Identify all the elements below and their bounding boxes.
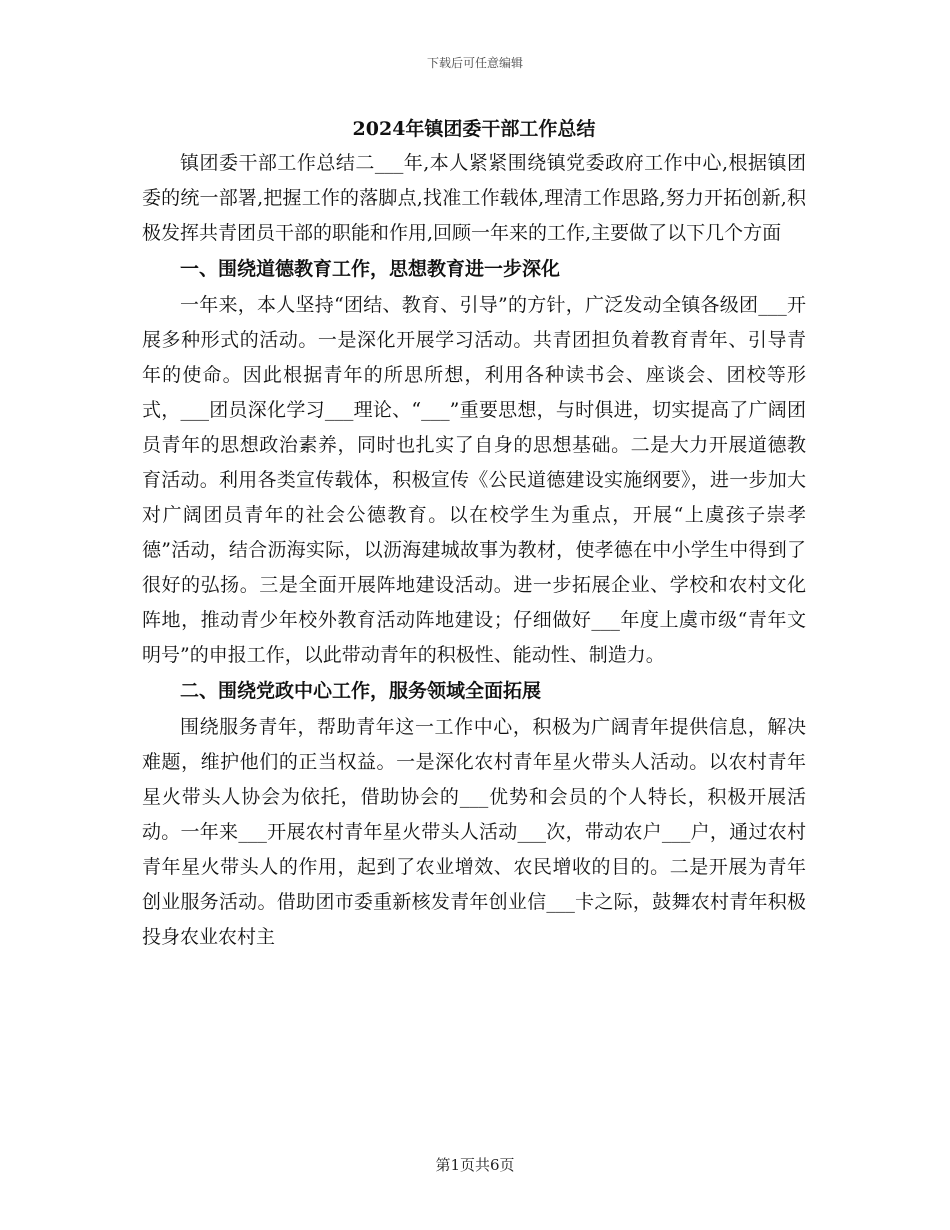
section-1-heading: 一、围绕道德教育工作，思想教育进一步深化 <box>180 258 561 280</box>
header-note: 下载后可任意编辑 <box>426 56 523 70</box>
document-body <box>142 112 806 955</box>
intro-paragraph: 镇团委干部工作总结二___年,本人紧紧围绕镇党委政府工作中心,根据镇团委的统一部署,把握工作的落脚点,找准工作载体,理清工作思路,努力开拓创新,积极发挥共青团员干部的职能和作用,回顾一年来的工作,主要做了以下几个方面 <box>142 152 806 244</box>
section-2-paragraph: 围绕服务青年，帮助青年这一工作中心，积极为广阔青年提供信息，解决难题，维护他们的正当权益。一是深化农村青年星火带头人活动。以农村青年星火带头人协会为依托，借助协会的___优势和会员的个人特长，积极开展活动。一年来___开展农村青年星火带头人活动___次，带动农户___户，通过农村青年星火带头人的作用，起到了农业增效、农民增收的目的。二是开展为青年创业服务活动。借助团市委重新核发青年创业信___卡之际，鼓舞农村青年积极投身农业农村主 <box>142 716 806 948</box>
section-1-paragraph: 一年来，本人坚持“团结、教育、引导”的方针，广泛发动全镇各级团___开展多种形式的活动。一是深化开展学习活动。共青团担负着教育青年、引导青年的使命。因此根据青年的所思所想，利用各种读书会、座谈会、团校等形式，___团员深化学习___理论、“___”重要思想，与时俱进，切实提高了广阔团员青年的思想政治素养，同时也扎实了自身的思想基础。二是大力开展道德教育活动。利用各类宣传载体，积极宣传《公民道德建设实施纲要》，进一步加大对广阔团员青年的社会公德教育。以在校学生为重点，开展“上虞孩子崇孝德”活动，结合沥海实际，以沥海建城故事为教材，使孝德在中小学生中得到了很好的弘扬。三是全面开展阵地建设活动。进一步拓展企业、学校和农村文化阵地，推动青少年校外教育活动阵地建设；仔细做好___年度上虞市级“青年文明号”的申报工作，以此带动青年的积极性、能动性、制造力。 <box>142 294 806 666</box>
document-title: 2024年镇团委干部工作总结 <box>352 118 596 140</box>
page-footer: 第1页共6页 <box>435 1156 515 1174</box>
section-2-heading: 二、围绕党政中心工作，服务领域全面拓展 <box>180 680 542 702</box>
